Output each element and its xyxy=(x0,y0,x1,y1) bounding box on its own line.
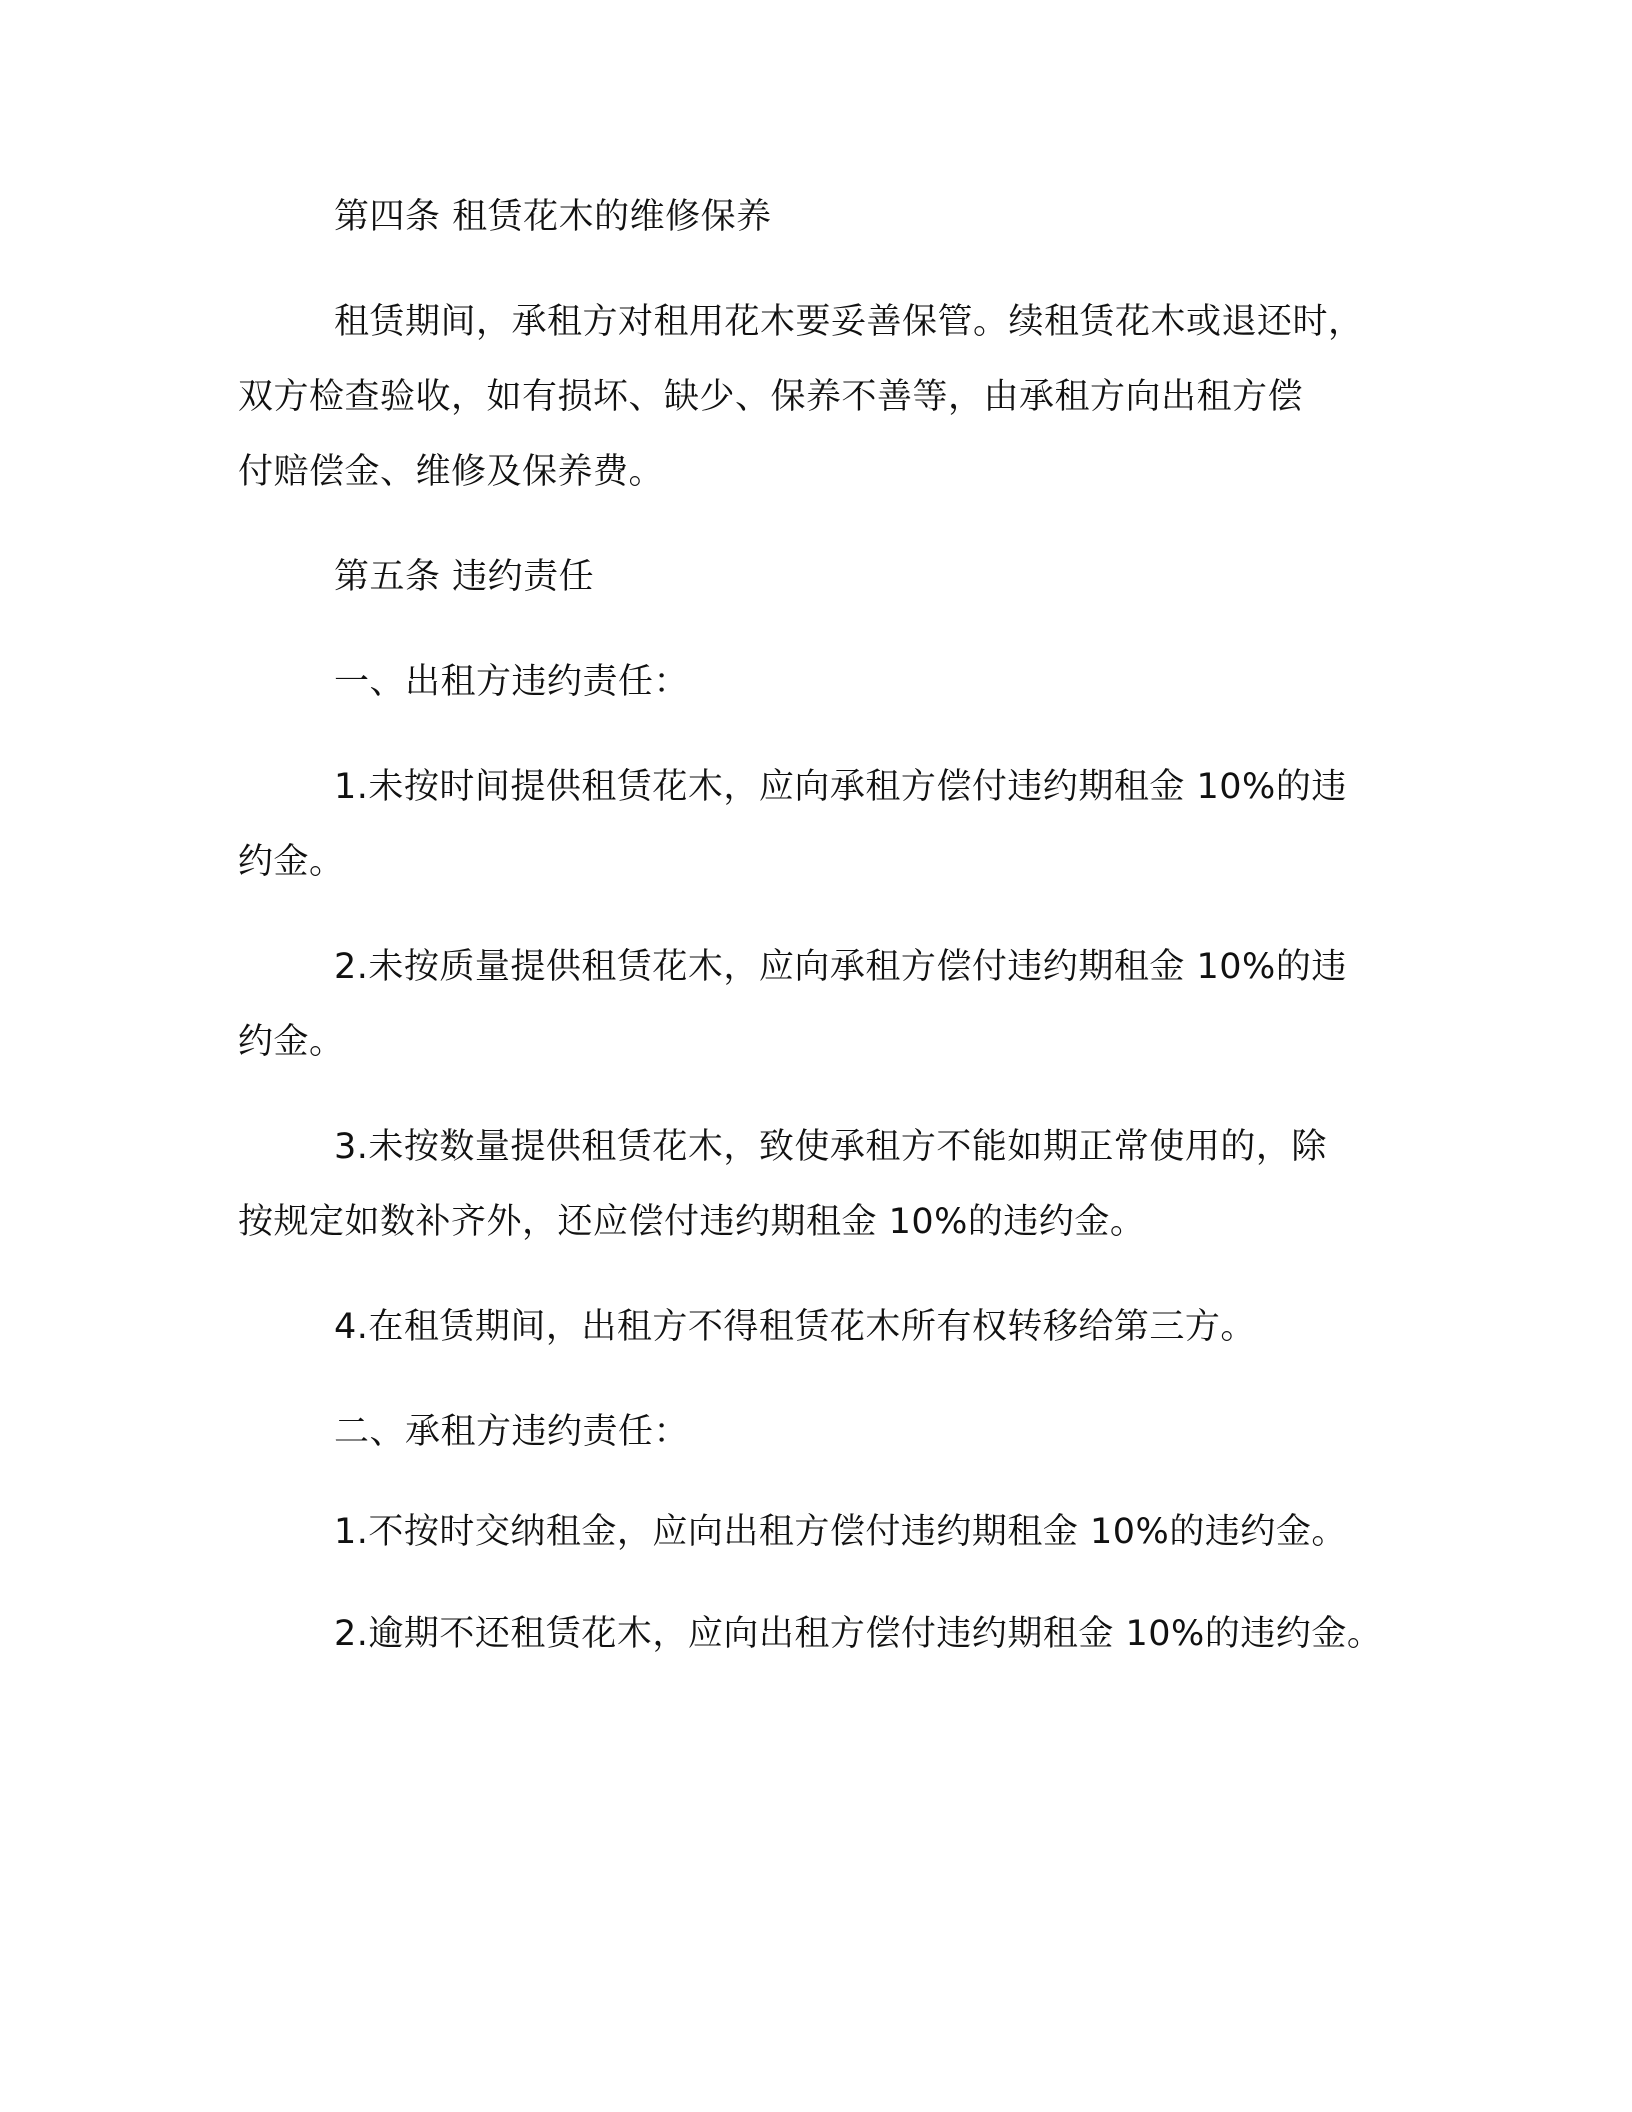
text-line: 第四条 租赁花木的维修保养 xyxy=(334,197,772,237)
lessee-liability-heading xyxy=(238,1395,1428,1470)
lessor-clause-1 xyxy=(238,750,1428,900)
lessor-clause-4 xyxy=(238,1290,1428,1365)
lessee-clause-2 xyxy=(238,1597,1428,1672)
text-line: 一、出租方违约责任： xyxy=(334,662,690,702)
text-line: 1.不按时交纳租金，应向出租方偿付违约期租金 10%的违约金。 xyxy=(334,1512,1347,1552)
text-line: 按规定如数补齐外，还应偿付违约期租金 10%的违约金。 xyxy=(238,1202,1146,1242)
text-line: 2.逾期不还租赁花木，应向出租方偿付违约期租金 10%的违约金。 xyxy=(334,1614,1383,1654)
text-line: 3.未按数量提供租赁花木，致使承租方不能如期正常使用的，除 xyxy=(334,1127,1327,1167)
text-line: 付赔偿金、维修及保养费。 xyxy=(238,452,665,492)
text-line: 2.未按质量提供租赁花木，应向承租方偿付违约期租金 10%的违 xyxy=(334,947,1347,987)
lessee-clause-1 xyxy=(238,1495,1428,1570)
text-line: 约金。 xyxy=(238,1022,345,1062)
article-4-heading xyxy=(238,180,1428,255)
lessor-clause-2 xyxy=(238,930,1428,1080)
text-line: 约金。 xyxy=(238,842,345,882)
text-line: 第五条 违约责任 xyxy=(334,557,595,597)
article-5-heading xyxy=(238,540,1428,615)
lessor-liability-heading xyxy=(238,645,1428,720)
text-line: 二、承租方违约责任： xyxy=(334,1412,690,1452)
article-4-body xyxy=(238,285,1428,510)
text-line: 双方检查验收，如有损坏、缺少、保养不善等，由承租方向出租方偿 xyxy=(238,377,1304,417)
text-line: 4.在租赁期间，出租方不得租赁花木所有权转移给第三方。 xyxy=(334,1307,1256,1347)
text-line: 租赁期间，承租方对租用花木要妥善保管。续租赁花木或退还时， xyxy=(334,302,1364,342)
lessor-clause-3 xyxy=(238,1110,1428,1260)
text-line: 1.未按时间提供租赁花木，应向承租方偿付违约期租金 10%的违 xyxy=(334,767,1347,807)
